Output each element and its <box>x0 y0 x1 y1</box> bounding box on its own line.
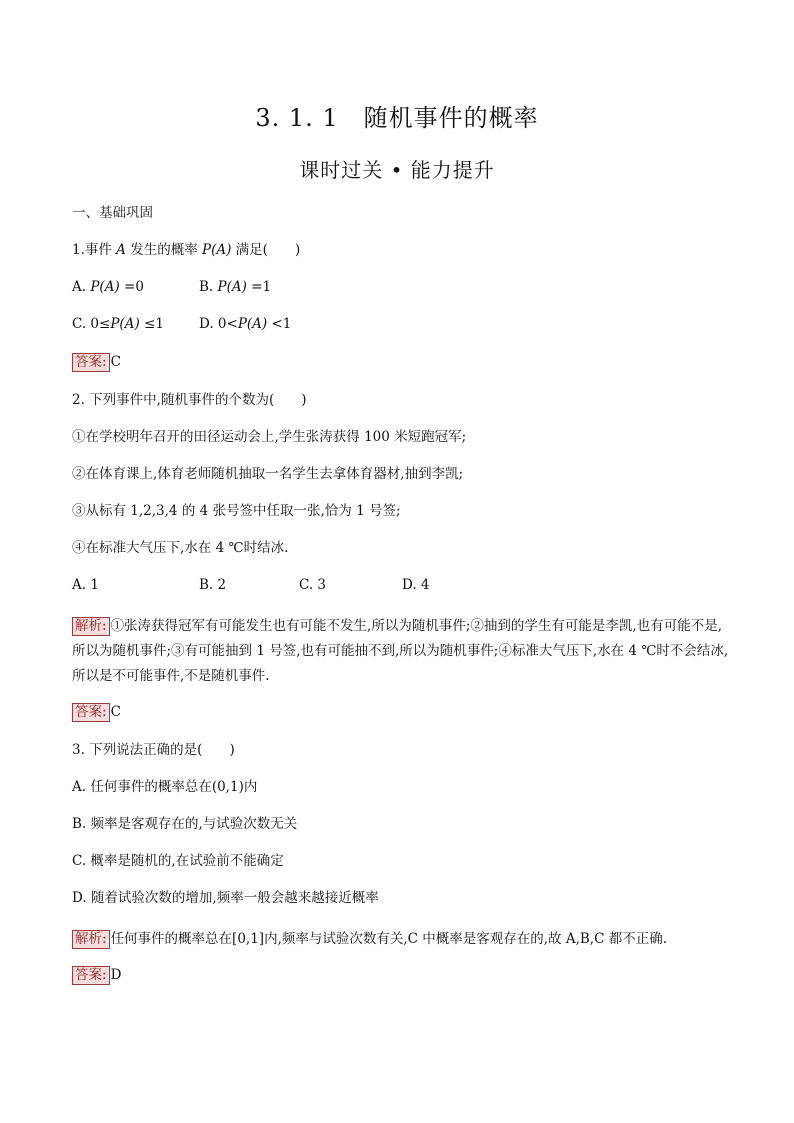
analysis-label: 解析: <box>72 617 110 636</box>
q1-stem-prefix: 1.事件 <box>72 242 117 258</box>
q3-option-a: A. 任何事件的概率总在(0,1)内 <box>72 779 258 795</box>
q1-option-b: B. P(A) =1 <box>199 279 272 295</box>
q3-answer-value: D <box>110 967 122 983</box>
q1-prob: P(A) <box>202 242 232 258</box>
q1-event: A <box>116 242 126 258</box>
q2-option-c: C. 3 <box>299 577 327 593</box>
q3-analysis <box>72 927 732 952</box>
q2-option-d: D. 4 <box>402 577 430 593</box>
q3-analysis-text: 任何事件的概率总在[0,1]内,频率与试验次数有关,C 中概率是客观存在的,故 A,B,C 都不正确. <box>110 931 668 947</box>
q3-option-c: C. 概率是随机的,在试验前不能确定 <box>72 853 284 869</box>
exercise-content <box>72 205 732 1005</box>
answer-label: 答案: <box>72 703 110 722</box>
q2-answer <box>72 703 732 722</box>
q1-stem-middle: 发生的概率 <box>125 242 203 258</box>
q1-stem <box>72 242 732 259</box>
q2-answer-value: C <box>110 704 121 720</box>
q3-stem: 3. 下列说法正确的是( ) <box>72 742 235 758</box>
q1-options-row1 <box>72 279 732 296</box>
q3-option-b: B. 频率是客观存在的,与试验次数无关 <box>72 816 298 832</box>
q2-options <box>72 577 732 594</box>
q2-analysis-text: ①张涛获得冠军有可能发生也有可能不发生,所以为随机事件;②抽到的学生有可能是李凯,也有可能不是,所以为随机事件;③有可能抽到 1 号签,也有可能抽不到,所以为随机事件;④标准大气压下,水在 4 ℃时不会结冰,所以是不可能事件,不是随机事件. <box>72 618 729 684</box>
q1-option-a: A. P(A) =0 <box>72 279 144 295</box>
q2-item-1: ①在学校明年召开的田径运动会上,学生张涛获得 100 米短跑冠军; <box>72 429 467 445</box>
q2-option-a: A. 1 <box>72 577 99 593</box>
q1-option-c: C. 0≤P(A) ≤1 <box>72 316 164 332</box>
page-subtitle: 课时过关 • 能力提升 <box>299 158 495 182</box>
q2-item-2: ②在体育课上,体育老师随机抽取一名学生去拿体育器材,抽到李凯; <box>72 466 464 482</box>
page-title: 3. 1. 1 随机事件的概率 <box>255 104 539 132</box>
q1-option-d: D. 0<P(A) <1 <box>199 316 292 332</box>
q2-analysis <box>72 614 732 689</box>
q1-options-row2 <box>72 316 732 333</box>
q2-item-4: ④在标准大气压下,水在 4 ℃时结冰. <box>72 540 289 556</box>
q1-answer-value: C <box>110 354 121 370</box>
q2-stem: 2. 下列事件中,随机事件的个数为( ) <box>72 392 307 408</box>
analysis-label: 解析: <box>72 930 110 949</box>
q3-option-d: D. 随着试验次数的增加,频率一般会越来越接近概率 <box>72 890 379 906</box>
q3-answer <box>72 966 732 985</box>
q2-item-3: ③从标有 1,2,3,4 的 4 张号签中任取一张,恰为 1 号签; <box>72 503 401 519</box>
q2-option-b: B. 2 <box>199 577 227 593</box>
q1-answer <box>72 353 732 372</box>
answer-label: 答案: <box>72 966 110 985</box>
q1-stem-suffix: 满足( ) <box>231 242 301 258</box>
section-heading: 一、基础巩固 <box>72 205 153 221</box>
answer-label: 答案: <box>72 353 110 372</box>
